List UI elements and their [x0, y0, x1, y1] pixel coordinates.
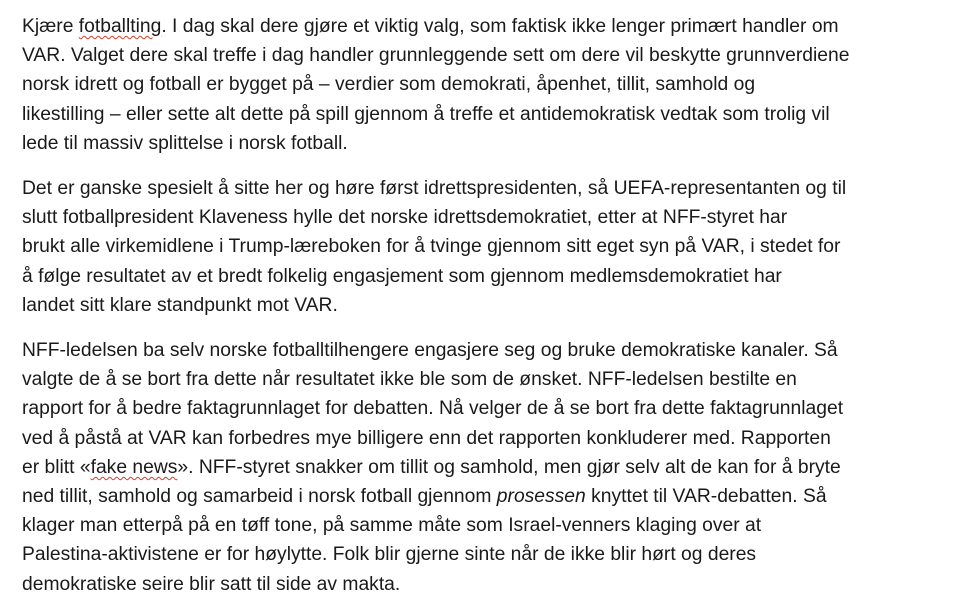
- paragraph-3: [22, 336, 947, 599]
- text-line: VAR. Valget dere skal treffe i dag handler grunnleggende sett om dere vil beskytte grunnverdiene: [22, 45, 850, 67]
- text-line: [22, 453, 947, 482]
- paragraph-1: [22, 12, 947, 158]
- text-run: Kjære: [22, 16, 79, 37]
- misspelled-word[interactable]: fake news: [90, 456, 178, 478]
- text-run: ». NFF-styret snakker om tillit og samhold, men gjør selv alt de kan for å bryte: [177, 456, 841, 478]
- text-line: [22, 12, 947, 41]
- text-line: landet sitt klare standpunkt mot VAR.: [22, 294, 338, 316]
- text-line: brukt alle virkemidlene i Trump-læreboken for å tvinge gjennom sitt eget syn på VAR, i stedet for: [22, 236, 841, 258]
- text-line: Det er ganske spesielt å sitte her og høre først idrettspresidenten, så UEFA-representanten og til: [22, 178, 847, 200]
- text-run: ned tillit, samhold og samarbeid i norsk fotball gjennom: [22, 486, 497, 508]
- text-line: å følge resultatet av et bredt folkelig engasjement som gjennom medlemsdemokratiet har: [22, 265, 782, 287]
- text-line: NFF-ledelsen ba selv norske fotballtilhengere engasjere seg og bruke demokratiske kanaler. Så: [22, 340, 838, 362]
- text-line: slutt fotballpresident Klaveness hylle det norske idrettsdemokratiet, etter at NFF-styret har: [22, 207, 788, 229]
- italic-word: prosessen: [496, 486, 586, 508]
- text-line: Palestina-aktivistene er for høylytte. Folk blir gjerne sinte når de ikke blir hørt og deres: [22, 544, 757, 566]
- text-run: . I dag skal dere gjøre et viktig valg, som faktisk ikke lenger primært handler om: [161, 16, 839, 37]
- text-line: lede til massiv splittelse i norsk fotball.: [22, 132, 348, 154]
- text-line: norsk idrett og fotball er bygget på – verdier som demokrati, åpenhet, tillit, samhold og: [22, 74, 756, 96]
- text-line: demokratiske seire blir satt til side av makta.: [22, 573, 401, 595]
- text-run: er blitt «: [22, 456, 91, 478]
- document-body: [22, 12, 947, 615]
- text-run: knyttet til VAR-debatten. Så: [585, 486, 827, 508]
- text-line: [22, 482, 947, 511]
- text-line: likestilling – eller sette alt dette på spill gjennom å treffe et antidemokratisk vedtak som trolig vil: [22, 103, 830, 125]
- text-line: valgte de å se bort fra dette når resultatet ikke ble som de ønsket. NFF-ledelsen bestilte en: [22, 369, 797, 391]
- text-line: ved å påstå at VAR kan forbedres mye billigere enn det rapporten konkluderer med. Rapporten: [22, 427, 831, 449]
- misspelled-word[interactable]: fotballting: [78, 16, 162, 37]
- paragraph-2: [22, 174, 947, 320]
- text-line: klager man etterpå på en tøff tone, på samme måte som Israel-venners klaging over at: [22, 515, 762, 537]
- text-line: rapport for å bedre faktagrunnlaget for debatten. Nå velger de å se bort fra dette faktagrunnlaget: [22, 398, 844, 420]
